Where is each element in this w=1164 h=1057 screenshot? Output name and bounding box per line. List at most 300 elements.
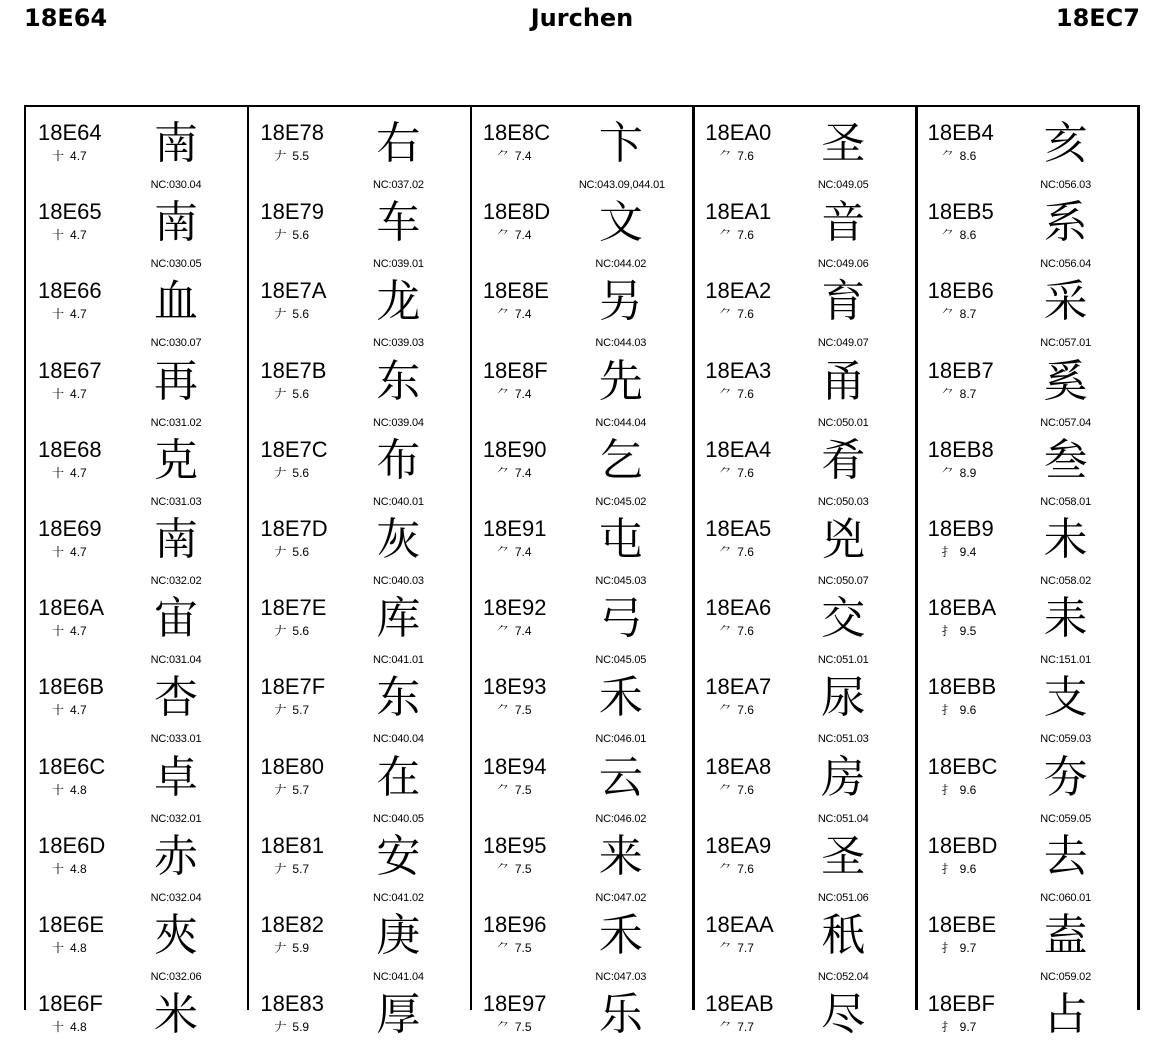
code-point: 18E8F xyxy=(482,357,548,383)
glyph: 乞 xyxy=(598,434,643,486)
radical-stroke xyxy=(719,1020,754,1034)
glyph: 育 xyxy=(821,276,866,328)
radical: 扌 xyxy=(941,544,954,559)
character-cell xyxy=(916,582,1137,667)
glyph: 库 xyxy=(376,593,421,645)
nc-reference: NC:050.03 xyxy=(817,495,869,508)
nc-reference: NC:059.03 xyxy=(1040,733,1092,746)
character-cell xyxy=(916,899,1137,983)
glyph: 云 xyxy=(598,751,643,803)
radical: ⺈ xyxy=(719,624,732,639)
radical-stroke xyxy=(274,466,309,480)
glyph: 秖 xyxy=(821,909,866,961)
stroke-count: 9.6 xyxy=(959,782,977,797)
radical-stroke xyxy=(942,783,977,797)
radical-stroke xyxy=(274,1020,309,1034)
nc-reference: NC:059.05 xyxy=(1040,812,1092,825)
stroke-count: 5.6 xyxy=(292,228,310,243)
radical-stroke xyxy=(942,703,977,717)
code-point: 18EA8 xyxy=(705,753,772,779)
code-point: 18E79 xyxy=(260,199,325,225)
character-cell xyxy=(248,345,469,429)
radical-stroke xyxy=(942,1020,977,1034)
character-cell xyxy=(26,899,247,983)
code-point: 18E65 xyxy=(38,199,102,225)
glyph: 乐 xyxy=(598,989,643,1041)
radical: ⺈ xyxy=(496,703,509,718)
glyph: 龙 xyxy=(376,276,421,328)
radical: 𠂇 xyxy=(274,386,287,401)
code-point: 18EA1 xyxy=(705,199,772,225)
radical-stroke xyxy=(719,941,754,955)
stroke-count: 7.4 xyxy=(514,544,532,559)
code-point: 18EBE xyxy=(927,911,997,937)
character-cell xyxy=(916,186,1137,271)
radical-stroke xyxy=(52,862,87,876)
stroke-count: 7.6 xyxy=(737,228,754,243)
code-point: 18EBA xyxy=(927,595,997,621)
character-cell xyxy=(26,741,247,825)
stroke-count: 4.8 xyxy=(70,1020,87,1035)
character-cell xyxy=(693,265,914,350)
glyph: 禾 xyxy=(598,909,643,961)
stroke-count: 4.7 xyxy=(70,703,87,718)
glyph: 采 xyxy=(1043,276,1088,328)
nc-reference: NC:032.04 xyxy=(150,891,202,904)
nc-reference: NC:056.03 xyxy=(1040,179,1092,191)
stroke-count: 7.4 xyxy=(514,307,532,322)
code-point: 18EB9 xyxy=(927,515,994,541)
radical-stroke xyxy=(274,228,309,242)
character-cell xyxy=(916,741,1137,825)
glyph: 音 xyxy=(821,197,866,249)
character-cell xyxy=(916,661,1137,746)
radical: 扌 xyxy=(941,624,954,639)
radical-stroke xyxy=(274,783,309,797)
nc-reference: NC:032.01 xyxy=(150,812,202,825)
glyph: 文 xyxy=(598,197,643,249)
nc-reference: NC:032.06 xyxy=(150,970,202,983)
nc-reference: NC:151.01 xyxy=(1040,654,1092,667)
stroke-count: 7.6 xyxy=(737,386,754,401)
stroke-count: 7.6 xyxy=(737,861,754,876)
code-point: 18EA4 xyxy=(705,436,772,462)
nc-reference: NC:044.04 xyxy=(595,416,647,429)
stroke-count: 8.7 xyxy=(959,307,977,322)
radical: 𠂇 xyxy=(274,1020,287,1035)
character-cell xyxy=(471,820,692,904)
nc-reference: NC:030.05 xyxy=(150,258,202,271)
stroke-count: 5.6 xyxy=(292,544,310,559)
glyph: 夾 xyxy=(154,909,198,961)
nc-reference: NC:040.01 xyxy=(373,495,424,508)
radical: ⺈ xyxy=(719,544,732,559)
stroke-count: 5.7 xyxy=(292,782,310,797)
radical: 扌 xyxy=(941,940,954,955)
glyph: 先 xyxy=(598,355,643,407)
radical: 扌 xyxy=(941,861,954,876)
stroke-count: 7.6 xyxy=(737,624,754,639)
radical-stroke xyxy=(52,387,87,401)
glyph: 克 xyxy=(154,434,198,486)
glyph: 叁 xyxy=(1043,434,1088,486)
glyph: 南 xyxy=(154,118,198,169)
stroke-count: 9.6 xyxy=(959,703,977,718)
radical-stroke xyxy=(497,149,532,163)
character-cell xyxy=(26,661,247,746)
stroke-count: 4.8 xyxy=(70,782,87,797)
character-cell xyxy=(248,107,469,191)
glyph: 兇 xyxy=(821,513,866,565)
radical-stroke xyxy=(497,703,532,717)
nc-reference: NC:032.02 xyxy=(150,574,202,587)
radical-stroke xyxy=(497,1020,532,1034)
stroke-count: 4.7 xyxy=(70,624,87,639)
radical: ⺈ xyxy=(719,465,732,480)
radical: ⺈ xyxy=(719,782,732,797)
radical-stroke xyxy=(942,387,977,401)
radical: ⺈ xyxy=(496,228,509,243)
nc-reference: NC:050.01 xyxy=(817,416,869,429)
radical-stroke xyxy=(497,862,532,876)
character-cell xyxy=(471,741,692,825)
character-cell xyxy=(26,978,247,1057)
glyph: 布 xyxy=(376,434,421,486)
code-point: 18E7E xyxy=(260,595,327,621)
glyph: 圣 xyxy=(821,830,866,882)
stroke-count: 7.6 xyxy=(737,544,754,559)
radical-stroke xyxy=(52,783,87,797)
stroke-count: 7.4 xyxy=(514,228,532,243)
radical-stroke xyxy=(274,387,309,401)
radical: 𠂇 xyxy=(274,465,287,480)
code-point: 18EBC xyxy=(927,753,998,779)
glyph: 尿 xyxy=(821,672,866,724)
glyph: 卞 xyxy=(598,118,643,169)
code-point: 18E93 xyxy=(482,674,547,700)
stroke-count: 4.8 xyxy=(70,940,87,955)
character-cell xyxy=(916,503,1137,587)
nc-reference: NC:044.03 xyxy=(595,337,647,350)
character-cell xyxy=(693,503,914,587)
stroke-count: 7.6 xyxy=(737,703,754,718)
character-cell xyxy=(693,345,914,429)
page-header xyxy=(0,4,1164,36)
code-point: 18E80 xyxy=(260,753,325,779)
radical-stroke xyxy=(497,466,532,480)
radical-stroke xyxy=(52,149,87,163)
code-point: 18E91 xyxy=(482,515,547,541)
glyph: 东 xyxy=(376,672,421,724)
glyph: 右 xyxy=(376,118,421,169)
nc-reference: NC:031.03 xyxy=(150,495,202,508)
stroke-count: 4.7 xyxy=(70,228,87,243)
nc-reference: NC:056.04 xyxy=(1040,258,1092,271)
glyph: 交 xyxy=(821,593,866,645)
radical: 𠂇 xyxy=(274,624,287,639)
nc-reference: NC:057.04 xyxy=(1040,416,1092,429)
nc-reference: NC:045.02 xyxy=(595,495,647,508)
radical: ⺈ xyxy=(719,228,732,243)
stroke-count: 7.4 xyxy=(514,386,532,401)
stroke-count: 5.5 xyxy=(292,149,310,163)
nc-reference: NC:041.04 xyxy=(373,970,424,983)
code-point: 18E6B xyxy=(38,674,105,700)
nc-reference: NC:030.07 xyxy=(150,337,202,350)
nc-reference: NC:041.02 xyxy=(373,891,424,904)
code-point: 18EB4 xyxy=(927,120,994,145)
radical: ⺈ xyxy=(719,386,732,401)
stroke-count: 7.6 xyxy=(737,149,754,163)
radical: 𠂇 xyxy=(274,861,287,876)
code-point: 18E6D xyxy=(38,832,106,858)
code-point: 18E6A xyxy=(38,595,105,621)
radical-stroke xyxy=(942,307,977,321)
glyph: 在 xyxy=(376,751,421,803)
glyph: 盍 xyxy=(1043,909,1088,961)
nc-reference: NC:049.06 xyxy=(817,258,869,271)
radical-stroke xyxy=(942,624,977,638)
radical-stroke xyxy=(719,228,754,242)
code-point: 18E90 xyxy=(482,436,547,462)
radical-stroke xyxy=(52,624,87,638)
nc-reference: NC:050.07 xyxy=(817,574,869,587)
radical: ⺈ xyxy=(719,149,732,163)
stroke-count: 4.7 xyxy=(70,149,87,163)
nc-reference: NC:051.04 xyxy=(817,812,869,825)
nc-reference: NC:041.01 xyxy=(373,654,424,667)
nc-reference: NC:049.05 xyxy=(817,179,869,191)
radical: 十 xyxy=(52,624,65,639)
radical-stroke xyxy=(942,228,977,242)
character-cell xyxy=(916,978,1137,1057)
radical-stroke xyxy=(497,228,532,242)
glyph: 杏 xyxy=(154,672,198,724)
radical: ⺈ xyxy=(496,544,509,559)
nc-reference: NC:047.03 xyxy=(595,970,647,983)
nc-reference: NC:051.06 xyxy=(817,891,869,904)
radical-stroke xyxy=(719,862,754,876)
character-cell xyxy=(248,424,469,508)
radical-stroke xyxy=(52,703,87,717)
glyph: 夯 xyxy=(1043,751,1088,803)
radical: 𠂇 xyxy=(274,940,287,955)
stroke-count: 8.7 xyxy=(959,386,977,401)
nc-reference: NC:033.01 xyxy=(150,733,202,746)
radical: 十 xyxy=(52,386,65,401)
code-point: 18E6C xyxy=(38,753,106,779)
radical: ⺈ xyxy=(496,386,509,401)
code-point: 18E96 xyxy=(482,911,547,937)
code-point: 18E66 xyxy=(38,278,102,304)
radical-stroke xyxy=(719,783,754,797)
radical-stroke xyxy=(942,545,977,559)
glyph: 南 xyxy=(154,513,198,565)
radical: ⺈ xyxy=(941,465,954,480)
code-point: 18E7D xyxy=(260,515,328,541)
column-divider xyxy=(470,107,472,1010)
radical: ⺈ xyxy=(941,228,954,243)
radical-stroke xyxy=(497,545,532,559)
stroke-count: 7.6 xyxy=(737,782,754,797)
page-title: Jurchen xyxy=(530,4,634,32)
radical-stroke xyxy=(274,703,309,717)
nc-reference: NC:043.09,044.01 xyxy=(578,179,665,191)
character-cell xyxy=(693,820,914,904)
radical-stroke xyxy=(274,941,309,955)
radical-stroke xyxy=(52,466,87,480)
character-cell xyxy=(471,582,692,667)
code-point: 18EA9 xyxy=(705,832,772,858)
stroke-count: 8.6 xyxy=(959,149,977,163)
stroke-count: 7.4 xyxy=(514,624,532,639)
nc-reference: NC:051.03 xyxy=(817,733,869,746)
code-point: 18E78 xyxy=(260,120,325,145)
character-cell xyxy=(693,107,914,191)
glyph: 赤 xyxy=(154,830,198,882)
glyph: 禾 xyxy=(598,672,643,724)
nc-reference: NC:031.02 xyxy=(150,416,202,429)
character-cell xyxy=(471,899,692,983)
radical: ⺈ xyxy=(496,1020,509,1035)
code-point: 18E67 xyxy=(38,357,102,383)
code-point: 18E7B xyxy=(260,357,327,383)
radical: ⺈ xyxy=(496,940,509,955)
character-cell xyxy=(916,424,1137,508)
nc-reference: NC:040.04 xyxy=(373,733,424,746)
radical: ⺈ xyxy=(941,386,954,401)
stroke-count: 4.7 xyxy=(70,386,87,401)
nc-reference: NC:037.02 xyxy=(373,179,424,191)
radical-stroke xyxy=(274,862,309,876)
code-point: 18EBF xyxy=(927,991,995,1017)
radical-stroke xyxy=(274,149,309,163)
character-cell xyxy=(471,978,692,1057)
character-cell xyxy=(693,424,914,508)
radical: ⺈ xyxy=(719,307,732,322)
radical: ⺈ xyxy=(496,307,509,322)
radical: 𠂇 xyxy=(274,228,287,243)
code-point: 18E69 xyxy=(38,515,102,541)
code-point: 18E92 xyxy=(482,595,547,621)
radical-stroke xyxy=(52,228,87,242)
character-cell xyxy=(471,661,692,746)
chart-column xyxy=(471,107,693,1041)
stroke-count: 7.7 xyxy=(737,1020,754,1035)
stroke-count: 5.6 xyxy=(292,307,310,322)
nc-reference: NC:045.03 xyxy=(595,574,647,587)
glyph: 系 xyxy=(1043,197,1088,249)
character-cell xyxy=(26,265,247,350)
stroke-count: 7.6 xyxy=(737,465,754,480)
radical-stroke xyxy=(497,387,532,401)
character-cell xyxy=(916,107,1137,191)
character-cell xyxy=(471,107,692,191)
nc-reference: NC:049.07 xyxy=(817,337,869,350)
stroke-count: 4.7 xyxy=(70,544,87,559)
code-point: 18EB7 xyxy=(927,357,994,383)
code-point: 18E6F xyxy=(38,991,103,1017)
character-cell xyxy=(693,661,914,746)
radical-stroke xyxy=(942,466,977,480)
glyph: 安 xyxy=(376,830,421,882)
nc-reference: NC:039.04 xyxy=(373,416,424,429)
stroke-count: 5.6 xyxy=(292,386,310,401)
code-point: 18E94 xyxy=(482,753,547,779)
stroke-count: 8.9 xyxy=(959,465,977,480)
radical-stroke xyxy=(719,624,754,638)
character-cell xyxy=(248,503,469,587)
nc-reference: NC:030.04 xyxy=(150,179,202,191)
stroke-count: 7.5 xyxy=(514,703,532,718)
character-chart xyxy=(24,105,1140,1041)
radical-stroke xyxy=(274,307,309,321)
glyph: 另 xyxy=(598,276,643,328)
stroke-count: 7.5 xyxy=(514,1020,532,1035)
radical: 十 xyxy=(52,544,65,559)
radical: 𠂇 xyxy=(274,307,287,322)
code-point: 18E68 xyxy=(38,436,102,462)
nc-reference: NC:031.04 xyxy=(150,654,202,667)
radical: ⺈ xyxy=(941,149,954,163)
nc-reference: NC:057.01 xyxy=(1040,337,1092,350)
radical: 扌 xyxy=(941,1020,954,1035)
stroke-count: 9.6 xyxy=(959,861,977,876)
character-cell xyxy=(248,899,469,983)
nc-reference: NC:059.02 xyxy=(1040,970,1092,983)
column-divider xyxy=(693,107,695,1010)
character-cell xyxy=(693,186,914,271)
glyph: 亥 xyxy=(1043,118,1088,169)
nc-reference: NC:040.03 xyxy=(373,574,424,587)
stroke-count: 9.7 xyxy=(959,1020,977,1035)
stroke-count: 4.8 xyxy=(70,861,87,876)
code-point: 18EA3 xyxy=(705,357,772,383)
glyph: 去 xyxy=(1043,830,1088,882)
radical-stroke xyxy=(497,941,532,955)
glyph: 占 xyxy=(1043,989,1088,1041)
stroke-count: 7.5 xyxy=(514,782,532,797)
radical: ⺈ xyxy=(496,149,509,163)
nc-reference: NC:052.04 xyxy=(817,970,869,983)
stroke-count: 9.4 xyxy=(959,544,977,559)
radical: 十 xyxy=(52,703,65,718)
nc-reference: NC:040.05 xyxy=(373,812,424,825)
glyph: 东 xyxy=(376,355,421,407)
character-cell xyxy=(471,424,692,508)
range-end: 18EC7 xyxy=(1055,4,1140,32)
radical: 十 xyxy=(52,1020,65,1035)
character-cell xyxy=(26,582,247,667)
character-cell xyxy=(248,661,469,746)
glyph: 耒 xyxy=(1043,593,1088,645)
code-point: 18EA6 xyxy=(705,595,772,621)
character-cell xyxy=(471,265,692,350)
radical: 扌 xyxy=(941,782,954,797)
code-point: 18EBB xyxy=(927,674,997,700)
radical: 𠂇 xyxy=(274,544,287,559)
character-cell xyxy=(916,265,1137,350)
nc-reference: NC:058.02 xyxy=(1040,574,1092,587)
glyph: 灰 xyxy=(376,513,421,565)
code-point: 18E7A xyxy=(260,278,327,304)
column-divider xyxy=(916,107,918,1010)
character-cell xyxy=(26,503,247,587)
nc-reference: NC:039.03 xyxy=(373,337,424,350)
glyph: 甬 xyxy=(821,355,866,407)
stroke-count: 7.7 xyxy=(737,940,754,955)
radical: 𠂇 xyxy=(274,149,287,163)
